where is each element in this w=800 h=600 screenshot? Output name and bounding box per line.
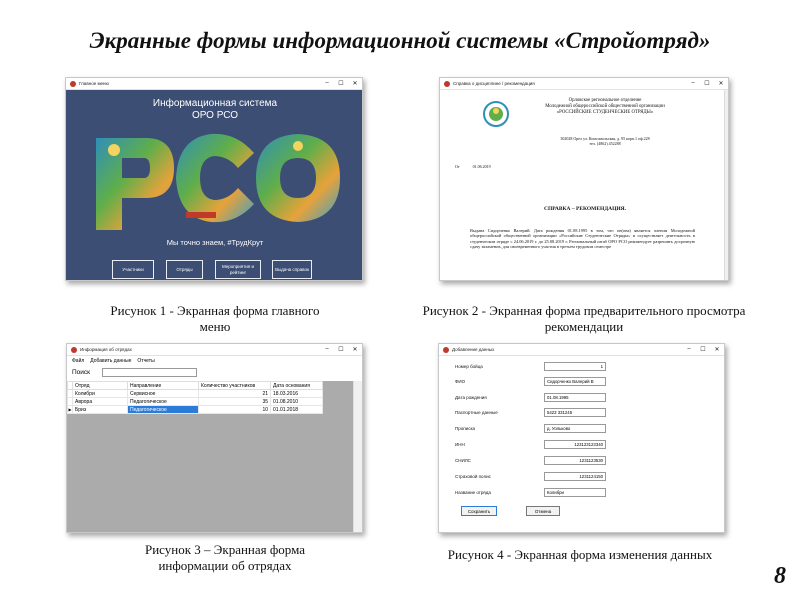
current-row-marker-icon: ▶ (68, 407, 72, 412)
org-line: «РОССИЙСКИЕ СТУДЕНЧЕСКИЕ ОТРЯДЫ» (556, 110, 654, 115)
rso-logo (66, 118, 363, 236)
field-label: Страховой полис (455, 474, 491, 479)
preview-titlebar (440, 78, 728, 90)
maximize-icon[interactable]: ☐ (700, 347, 706, 353)
logo-decor (108, 144, 120, 156)
squad-name-input[interactable]: Колибри (544, 488, 606, 497)
figure-2-caption: Рисунок 2 - Экранная форма предварительного просмотра рекомендации (422, 303, 746, 334)
edit-form-screenshot (438, 343, 725, 533)
column-header[interactable]: Количество участников (199, 382, 271, 390)
edit-form-titlebar (439, 344, 724, 356)
squads-table (67, 381, 323, 414)
squads-button[interactable]: Отряды (166, 260, 203, 279)
close-icon[interactable]: ✕ (718, 81, 724, 87)
slide-title: Экранные формы информационной системы «Стройотряд» (89, 28, 711, 53)
main-menu-heading: Информационная система ОРО РСО (152, 98, 278, 121)
preview-screenshot (439, 77, 729, 281)
org-address (520, 136, 690, 146)
close-icon[interactable]: ✕ (352, 81, 358, 87)
menu-add-data[interactable]: Добавить данные (90, 358, 132, 364)
menu-file[interactable]: Файл (72, 358, 85, 364)
document-title: СПРАВКА – РЕКОМЕНДАЦИЯ. (544, 206, 626, 212)
field-label: ИНН (455, 442, 465, 447)
cancel-button[interactable]: Отмена (526, 506, 560, 516)
minimize-icon[interactable]: – (691, 80, 695, 86)
field-label: Дата рождения (455, 395, 487, 400)
maximize-icon[interactable]: ☐ (338, 81, 344, 87)
menu-reports[interactable]: Отчеты (137, 358, 155, 364)
full-name-input[interactable]: Сидорченко Валерий В (544, 377, 606, 386)
column-header[interactable]: Направление (128, 382, 199, 390)
field-label: Прописка (455, 426, 476, 431)
minimize-icon[interactable]: – (325, 346, 329, 352)
direction-cell[interactable]: Педагогическое (128, 398, 199, 406)
main-menu-tagline: Мы точно знаем, #ТрудКрут (166, 238, 264, 247)
logo-letter-c (176, 134, 254, 222)
table-row[interactable] (68, 398, 323, 406)
field-label: СНИЛС (455, 458, 471, 463)
preview-window-title: Справка о дисциплине / рекомендация (453, 81, 535, 86)
members-count-cell[interactable]: 21 (199, 390, 271, 398)
squad-name-cell[interactable]: Колибри (73, 390, 128, 398)
squads-screenshot (66, 343, 363, 533)
org-header (520, 98, 690, 116)
registration-input[interactable]: д. Уольково (544, 424, 606, 433)
logo-decor (293, 141, 303, 151)
founded-date-cell[interactable]: 01.01.2018 (271, 406, 323, 414)
founded-date-cell[interactable]: 01.08.2010 (271, 398, 323, 406)
logo-decor (186, 212, 216, 218)
vertical-scrollbar[interactable] (724, 90, 729, 281)
phone-line: тел. (4862) 452288 (589, 141, 621, 146)
fighter-number-input[interactable]: 1 (544, 362, 606, 371)
main-menu-window-title: Главное меню (79, 81, 109, 86)
organization-emblem (482, 100, 510, 128)
document-body: Выдана Сидорченко Валерий. Дата рождения 01.08.1995 в том, что он(она) является членом Молодежной общероссийской общественной организации «Российские Студенческие Отряды» и осуществляет деятельность в студенческом отряде с 24.06.2019 г. до 25.08.2019 г. Региональный штаб ОРО РСО рекомендует разрешить досрочную сдачу экзаменов, для своевременного участия в третьем трудовом семестре (470, 228, 695, 250)
inn-input[interactable]: 123123123340 (544, 440, 606, 449)
org-line: Орловское региональное отделение (568, 98, 642, 103)
app-icon (444, 81, 450, 87)
figure-1-caption: Рисунок 1 - Экранная форма главного меню (110, 303, 320, 334)
field-label: Номер бойца (455, 364, 483, 369)
search-input[interactable] (102, 368, 197, 377)
main-menu-titlebar (66, 78, 362, 90)
squad-name-cell[interactable]: Аврора (73, 398, 128, 406)
squads-titlebar (67, 344, 362, 356)
table-row[interactable] (68, 390, 323, 398)
founded-date-cell[interactable]: 18.03.2016 (271, 390, 323, 398)
insurance-policy-input[interactable]: 1231124150 (544, 472, 606, 481)
save-button[interactable]: Сохранить (461, 506, 497, 516)
direction-cell[interactable]: Сервисное (128, 390, 199, 398)
maximize-icon[interactable]: ☐ (704, 81, 710, 87)
squads-menubar (72, 358, 155, 364)
squads-grid (67, 381, 353, 533)
org-line: Молодежной общероссийской общественной организации (545, 104, 665, 109)
field-label: Паспортные данные (455, 410, 498, 415)
minimize-icon[interactable]: – (687, 346, 691, 352)
figure-3-caption: Рисунок 3 – Экранная форма информации об отрядах (144, 542, 306, 573)
address-line: 302028 Орел ул. Комсомольская, д. 95 корп.1 оф.228 (560, 136, 650, 141)
search-label: Поиск (72, 369, 91, 376)
document-page (440, 90, 729, 281)
main-menu-screenshot (65, 77, 363, 281)
close-icon[interactable]: ✕ (714, 347, 720, 353)
members-count-cell[interactable]: 10 (199, 406, 271, 414)
close-icon[interactable]: ✕ (352, 347, 358, 353)
column-header[interactable]: Отряд (73, 382, 128, 390)
app-icon (443, 347, 449, 353)
snils-input[interactable]: 1231123530 (544, 456, 606, 465)
direction-cell[interactable]: Педагогическое (128, 406, 199, 414)
certificates-button[interactable]: Выдача справок (272, 260, 312, 279)
field-label: Название отряда (455, 490, 491, 495)
field-label: ФИО (455, 379, 466, 384)
logo-letter-p (96, 138, 174, 230)
edit-form-window-title: Добавление данных (452, 347, 495, 352)
document-date (455, 164, 491, 169)
events-rating-button[interactable]: Мероприятия и рейтинг (215, 260, 261, 279)
table-row[interactable] (68, 406, 323, 414)
vertical-scrollbar[interactable] (353, 381, 363, 533)
date-label: От (455, 164, 460, 169)
table-header-row (68, 382, 323, 390)
participants-button[interactable]: Участники (112, 260, 154, 279)
main-menu-body (66, 90, 363, 281)
app-icon (70, 81, 76, 87)
squad-name-cell[interactable]: Бриз (73, 406, 128, 414)
squads-window-title: Информация об отрядах (80, 347, 132, 352)
page-number: 8 (774, 563, 786, 589)
maximize-icon[interactable]: ☐ (338, 347, 344, 353)
column-header[interactable]: Дата основания (271, 382, 323, 390)
date-value: 01.06.2019 (472, 164, 491, 169)
figure-4-caption: Рисунок 4 - Экранная форма изменения данных (447, 547, 713, 562)
app-icon (71, 347, 77, 353)
members-count-cell[interactable]: 35 (199, 398, 271, 406)
birth-date-input[interactable]: 01.08.1995 (544, 393, 606, 402)
minimize-icon[interactable]: – (325, 80, 329, 86)
passport-input[interactable]: 5423 331245 (544, 408, 606, 417)
